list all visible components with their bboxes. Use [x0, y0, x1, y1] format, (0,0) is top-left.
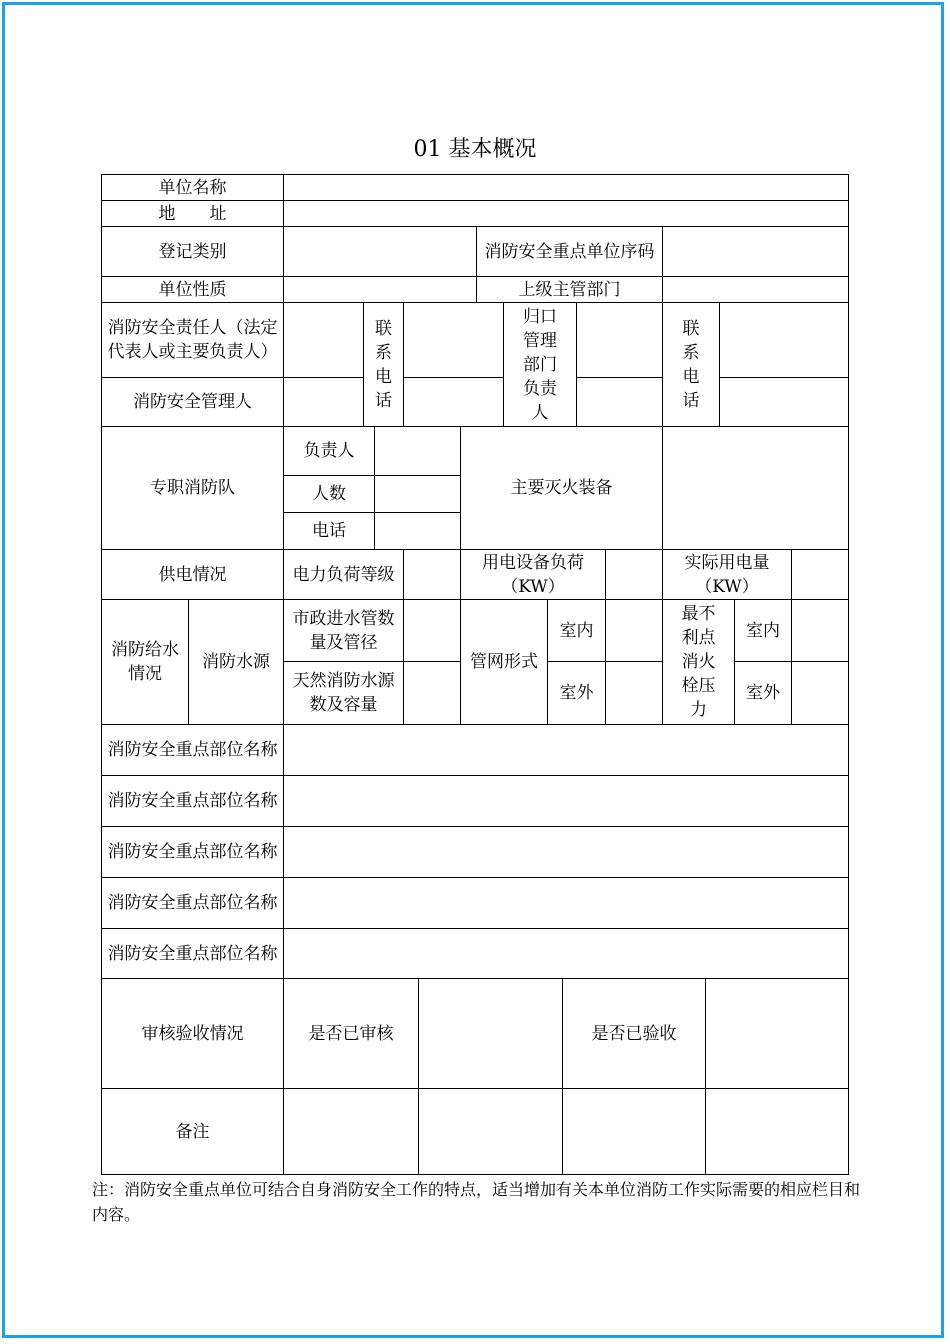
field-unit-name[interactable]: [283, 174, 849, 201]
field-power-load-level[interactable]: [403, 549, 461, 600]
field-remarks-1[interactable]: [283, 1088, 419, 1175]
field-safety-responsible[interactable]: [283, 302, 364, 378]
field-dept-responsible[interactable]: [576, 302, 663, 378]
label-safety-responsible: 消防安全责任人（法定代表人或主要负责人）: [101, 302, 284, 378]
label-actual-power: 实际用电量（KW）: [662, 549, 792, 600]
field-safety-manager[interactable]: [283, 377, 364, 427]
label-pressure-indoor: 室内: [734, 599, 792, 662]
label-registration-type: 登记类别: [101, 226, 284, 277]
label-pipe-indoor: 室内: [547, 599, 606, 662]
label-municipal-pipe: 市政进水管数量及管径: [283, 599, 404, 662]
label-safety-manager: 消防安全管理人: [101, 377, 284, 427]
label-water-supply: 消防给水情况: [101, 599, 189, 725]
field-remarks-4[interactable]: [705, 1088, 849, 1175]
label-pressure-outdoor: 室外: [734, 661, 792, 725]
field-key-unit-serial[interactable]: [662, 226, 849, 277]
field-key-part-2[interactable]: [283, 775, 849, 827]
label-key-part-1: 消防安全重点部位名称: [101, 724, 284, 776]
field-registration-type[interactable]: [283, 226, 477, 277]
label-brigade-phone: 电话: [283, 512, 375, 550]
label-superior-dept: 上级主管部门: [476, 276, 663, 303]
field-is-reviewed[interactable]: [418, 978, 563, 1089]
label-key-part-3: 消防安全重点部位名称: [101, 826, 284, 878]
field-main-equipment[interactable]: [662, 426, 849, 550]
label-remarks: 备注: [101, 1088, 284, 1175]
label-key-part-4: 消防安全重点部位名称: [101, 877, 284, 929]
label-power-load-level: 电力负荷等级: [283, 549, 404, 600]
label-review-acceptance: 审核验收情况: [101, 978, 284, 1089]
field-manager-phone[interactable]: [403, 377, 504, 427]
label-min-pressure: 最不 利点 消火 栓压 力: [662, 599, 735, 725]
label-unit-nature: 单位性质: [101, 276, 284, 303]
field-key-part-3[interactable]: [283, 826, 849, 878]
label-brigade-count: 人数: [283, 475, 375, 513]
field-equipment-load[interactable]: [605, 549, 663, 600]
label-pipe-outdoor: 室外: [547, 661, 606, 725]
field-key-part-5[interactable]: [283, 928, 849, 979]
label-pipe-network: 管网形式: [460, 599, 548, 725]
label-natural-source: 天然消防水源数及容量: [283, 661, 404, 725]
label-address: 地 址: [101, 200, 284, 227]
label-brigade-leader: 负责人: [283, 426, 375, 476]
label-fire-brigade: 专职消防队: [101, 426, 284, 550]
field-is-accepted[interactable]: [705, 978, 849, 1089]
field-unit-nature[interactable]: [283, 276, 477, 303]
field-municipal-pipe[interactable]: [403, 599, 461, 662]
field-actual-power[interactable]: [791, 549, 849, 600]
field-remarks-2[interactable]: [418, 1088, 563, 1175]
label-main-equipment: 主要灭火装备: [460, 426, 663, 550]
field-brigade-phone[interactable]: [374, 512, 461, 550]
label-power-supply: 供电情况: [101, 549, 284, 600]
label-contact-phone: 联 系 电 话: [363, 302, 404, 427]
footnote: 注：消防安全重点单位可结合自身消防安全工作的特点，适当增加有关本单位消防工作实际需要的相应栏目和内容。: [92, 1180, 861, 1224]
field-dept-phone[interactable]: [719, 302, 849, 378]
field-natural-source[interactable]: [403, 661, 461, 725]
field-pressure-indoor[interactable]: [791, 599, 849, 662]
label-dept-responsible: 归口 管理 部门 负责 人: [503, 302, 577, 427]
field-dept-responsible-2[interactable]: [576, 377, 663, 427]
field-address[interactable]: [283, 200, 849, 227]
field-key-part-4[interactable]: [283, 877, 849, 929]
label-is-accepted: 是否已验收: [562, 978, 706, 1089]
label-key-part-2: 消防安全重点部位名称: [101, 775, 284, 827]
page-title: 01 基本概况: [413, 137, 537, 162]
field-brigade-leader[interactable]: [374, 426, 461, 476]
label-key-unit-serial: 消防安全重点单位序码: [476, 226, 663, 277]
field-pressure-outdoor[interactable]: [791, 661, 849, 725]
field-brigade-count[interactable]: [374, 475, 461, 513]
label-key-part-5: 消防安全重点部位名称: [101, 928, 284, 979]
field-superior-dept[interactable]: [662, 276, 849, 303]
label-contact-phone-2: 联 系 电 话: [662, 302, 720, 427]
field-pipe-indoor[interactable]: [605, 599, 663, 662]
label-equipment-load: 用电设备负荷（KW）: [460, 549, 606, 600]
label-is-reviewed: 是否已审核: [283, 978, 419, 1089]
field-remarks-3[interactable]: [562, 1088, 706, 1175]
field-responsible-phone[interactable]: [403, 302, 504, 378]
field-pipe-outdoor[interactable]: [605, 661, 663, 725]
label-unit-name: 单位名称: [101, 174, 284, 201]
field-key-part-1[interactable]: [283, 724, 849, 776]
label-water-source: 消防水源: [188, 599, 284, 725]
field-dept-phone-2[interactable]: [719, 377, 849, 427]
